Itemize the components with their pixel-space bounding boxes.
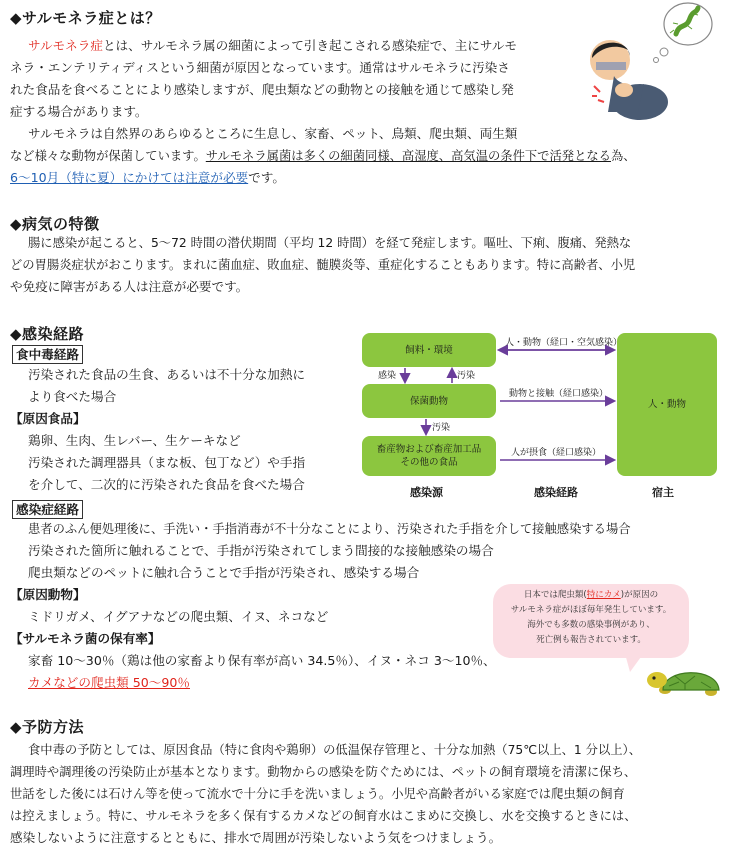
section-heading-features: ◆病気の特徴 — [10, 215, 100, 233]
about-paragraph-2 — [10, 123, 730, 189]
text-line: 汚染された箇所に触れることで、手指が汚染されてしまう間接的な接触感染の場合 — [28, 543, 494, 558]
caption-source: 感染源 — [410, 486, 443, 499]
box-host: 人・動物 — [617, 333, 717, 476]
caption-route: 感染経路 — [534, 486, 578, 499]
reptile-carrier-rate: カメなどの爬虫類 50～90％ — [28, 675, 190, 690]
box-feed-environment: 飼料・環境 — [362, 333, 496, 367]
text-line: 為、 — [610, 149, 636, 163]
arrow-label-contaminate: 汚染 — [432, 423, 451, 433]
text-line: 世話をした後には石けん等を使って流水で十分に手を洗いましょう。小児や高齢者がいる家庭では爬虫類の飼育 — [10, 787, 625, 801]
text-line: 患者のふん便処理後に、手洗い・手指消毒が不十分なことにより、汚染された手指を介して接触感染する場合 — [28, 522, 631, 536]
text-line: 鶏卵、生肉、生レバー、生ケーキなど — [28, 433, 241, 448]
text-line: 家畜 10～30％（鶏は他の家畜より保有率が高い 34.5％）、イヌ・ネコ 3～10％、 — [28, 653, 496, 668]
text-line: とは、サルモネラ属の細菌によって引き起こされる感染症で、主にサルモ — [102, 38, 518, 53]
text-line: や免疫に障害がある人は注意が必要です。 — [10, 279, 249, 294]
section-heading-routes: ◆感染経路 — [10, 325, 85, 343]
arrow-label-contaminate: 汚染 — [457, 371, 476, 381]
text-line: を介して、二次的に汚染された食品を食べた場合 — [28, 477, 305, 492]
text-line: どの胃腸炎症状がおこります。まれに菌血症、敗血症、髄膜炎等、重症化することもあります。特に高齢者、小児 — [10, 258, 636, 272]
text-line: サルモネラは自然界のあらゆるところに生息し、家畜、ペット、鳥類、爬虫類、両生類 — [28, 126, 518, 141]
bubble-text: 海外でも多数の感染事例があり、 — [527, 620, 655, 630]
features-paragraph — [10, 232, 730, 298]
text-line: 感染しないように注意するとともに、排水で周囲が汚染しないよう気をつけましょう。 — [10, 830, 502, 845]
text-line: です。 — [248, 170, 285, 185]
text-line: 食中毒の予防としては、原因食品（特に食肉や鶏卵）の低温保存管理と、十分な加熱（75℃以上、1 分以上）、 — [28, 743, 641, 757]
cause-food-heading: 【原因食品】 — [10, 411, 86, 426]
section-heading-prevention: ◆予防方法 — [10, 718, 85, 736]
text-line: など様々な動物が保菌しています。 — [10, 149, 206, 163]
route-label-bottom: 人が摂食（経口感染） — [511, 448, 602, 458]
text-line: 汚染された食品の生食、あるいは不十分な加熱に — [28, 367, 306, 382]
underlined-condition: サルモネラ属菌は多くの細菌同様、高湿度、高気温の条件下で活発となる — [205, 149, 611, 163]
bubble-text: )が原因の — [620, 590, 659, 600]
text-line: ネラ・エンテリティディスという細菌が原因となっています。通常はサルモネラに汚染さ — [10, 60, 510, 75]
bubble-highlight: 特にカメ — [586, 590, 621, 600]
section-heading-about: ◆サルモネラ症とは？ — [10, 9, 161, 27]
season-warning: 6～10月（特に夏）にかけては注意が必要 — [10, 170, 249, 185]
box-products-line1: 畜産物および畜産加工品 — [376, 444, 482, 455]
text-line: ミドリガメ、イグアナなどの爬虫類、イヌ、ネコなど — [28, 609, 329, 624]
about-paragraph-1 — [10, 35, 590, 123]
prevention-paragraph — [10, 739, 730, 849]
sick-person-illustration — [588, 0, 728, 125]
bubble-text: サルモネラ症がほぼ毎年発生しています。 — [510, 605, 672, 615]
box-products — [362, 436, 496, 476]
text-line: 爬虫類などのペットに触れ合うことで手指が汚染され、感染する場合 — [28, 565, 420, 580]
text-line: 症する場合があります。 — [10, 104, 148, 119]
food-route-text — [10, 364, 355, 496]
caption-host: 宿主 — [652, 486, 674, 499]
carrier-rate-heading: 【サルモネラ菌の保有率】 — [10, 631, 161, 646]
bubble-text: 日本では爬虫類( — [523, 590, 587, 600]
text-line: は控えましょう。特に、サルモネラを多く保有するカメなどの飼育水はこまめに交換し、水を交換するときには、 — [10, 809, 637, 823]
arrow-label-infect: 感染 — [378, 371, 397, 381]
cause-animal-heading: 【原因動物】 — [10, 587, 86, 602]
text-line: 調理時や調理後の汚染防止が基本となります。動物からの感染を防ぐためには、ペットの飼育環境を清潔に保ち、 — [10, 765, 637, 779]
text-line: 汚染された調理器具（まな板、包丁など）や手指 — [28, 455, 306, 470]
box-carrier-animals: 保菌動物 — [362, 384, 496, 418]
bubble-text: 死亡例も報告されています。 — [536, 635, 646, 645]
turtle-illustration — [645, 660, 727, 702]
text-line: 腸に感染が起こると、5～72 時間の潜伏期間（平均 12 時間）を経て発症します。嘔吐、下痢、腹痛、発熱な — [28, 236, 632, 250]
route-label-mid: 動物と接触（経口感染） — [509, 389, 609, 399]
text-line: れた食品を食べることにより感染しますが、爬虫類などの動物との接触を通じて感染し発 — [10, 82, 514, 97]
route-label-top: 人・動物（経口・空気感染） — [505, 338, 623, 348]
term-salmonellosis: サルモネラ症 — [28, 38, 103, 53]
reptile-warning-bubble — [493, 584, 689, 658]
box-products-line2: その他の食品 — [400, 457, 458, 468]
text-line: より食べた場合 — [28, 389, 117, 404]
infection-route-label: 感染症経路 — [12, 500, 83, 519]
food-poisoning-route-label: 食中毒経路 — [12, 345, 83, 364]
